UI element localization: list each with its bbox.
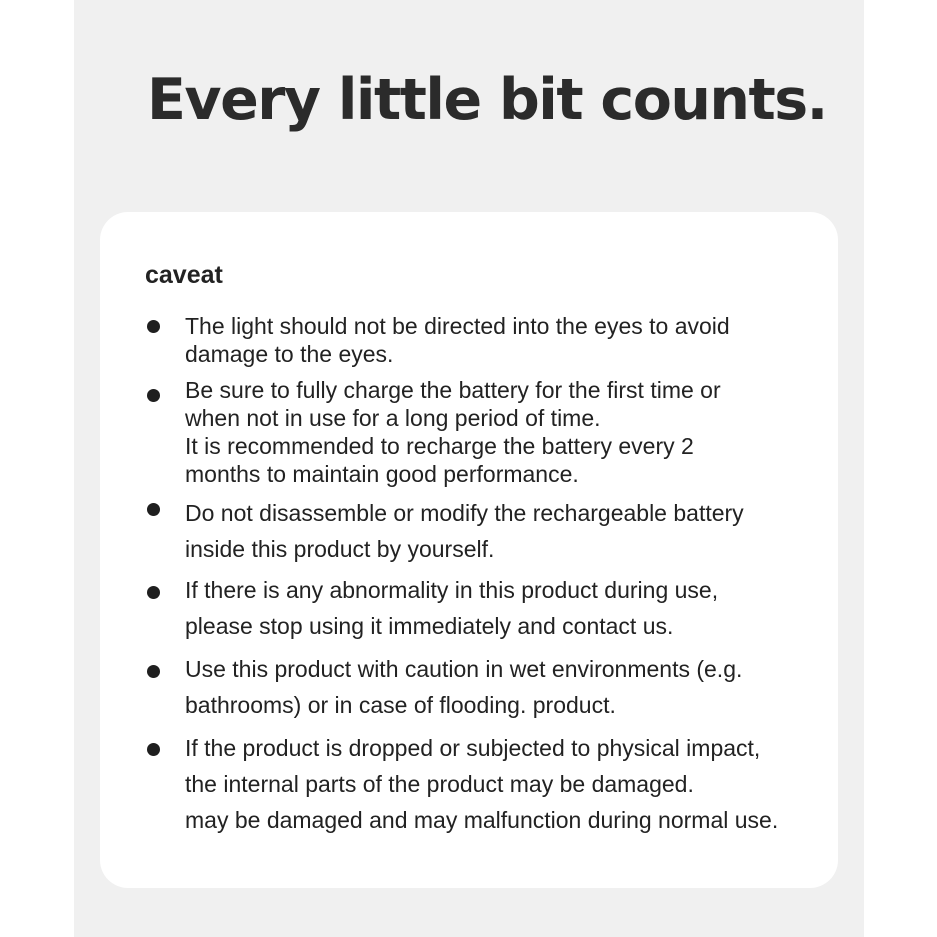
list-item-line: Be sure to fully charge the battery for the first time or <box>185 377 721 403</box>
list-item-line: inside this product by yourself. <box>185 536 495 562</box>
list-item-text <box>185 376 721 488</box>
list-item-line: please stop using it immediately and contact us. <box>185 613 674 639</box>
list-item-text <box>185 651 742 723</box>
list-item-line: Do not disassemble or modify the rechargeable battery <box>185 500 744 526</box>
list-item-text <box>185 572 718 644</box>
bullet-icon <box>147 665 160 678</box>
list-item-line: may be damaged and may malfunction during normal use. <box>185 807 779 833</box>
list-item-line: bathrooms) or in case of flooding. product. <box>185 692 616 718</box>
list-item-line: Use this product with caution in wet environments (e.g. <box>185 656 743 682</box>
list-item-line: the internal parts of the product may be damaged. <box>185 771 694 797</box>
list-item-line: If the product is dropped or subjected to physical impact, <box>185 735 761 761</box>
list-item-line: damage to the eyes. <box>185 341 394 367</box>
card-title: caveat <box>145 261 223 289</box>
list-item-text <box>185 730 778 838</box>
list-item-line: It is recommended to recharge the battery every 2 <box>185 433 694 459</box>
list-item-line: months to maintain good performance. <box>185 461 579 487</box>
list-item-line: If there is any abnormality in this product during use, <box>185 577 719 603</box>
bullet-icon <box>147 320 160 333</box>
bullet-icon <box>147 389 160 402</box>
bullet-icon <box>147 503 160 516</box>
bullet-icon <box>147 586 160 599</box>
page-headline: Every little bit counts. <box>147 67 827 133</box>
list-item-text <box>185 312 730 368</box>
list-item-line: when not in use for a long period of time. <box>185 405 601 431</box>
bullet-icon <box>147 743 160 756</box>
list-item-line: The light should not be directed into the eyes to avoid <box>185 313 730 339</box>
list-item-text <box>185 495 744 567</box>
